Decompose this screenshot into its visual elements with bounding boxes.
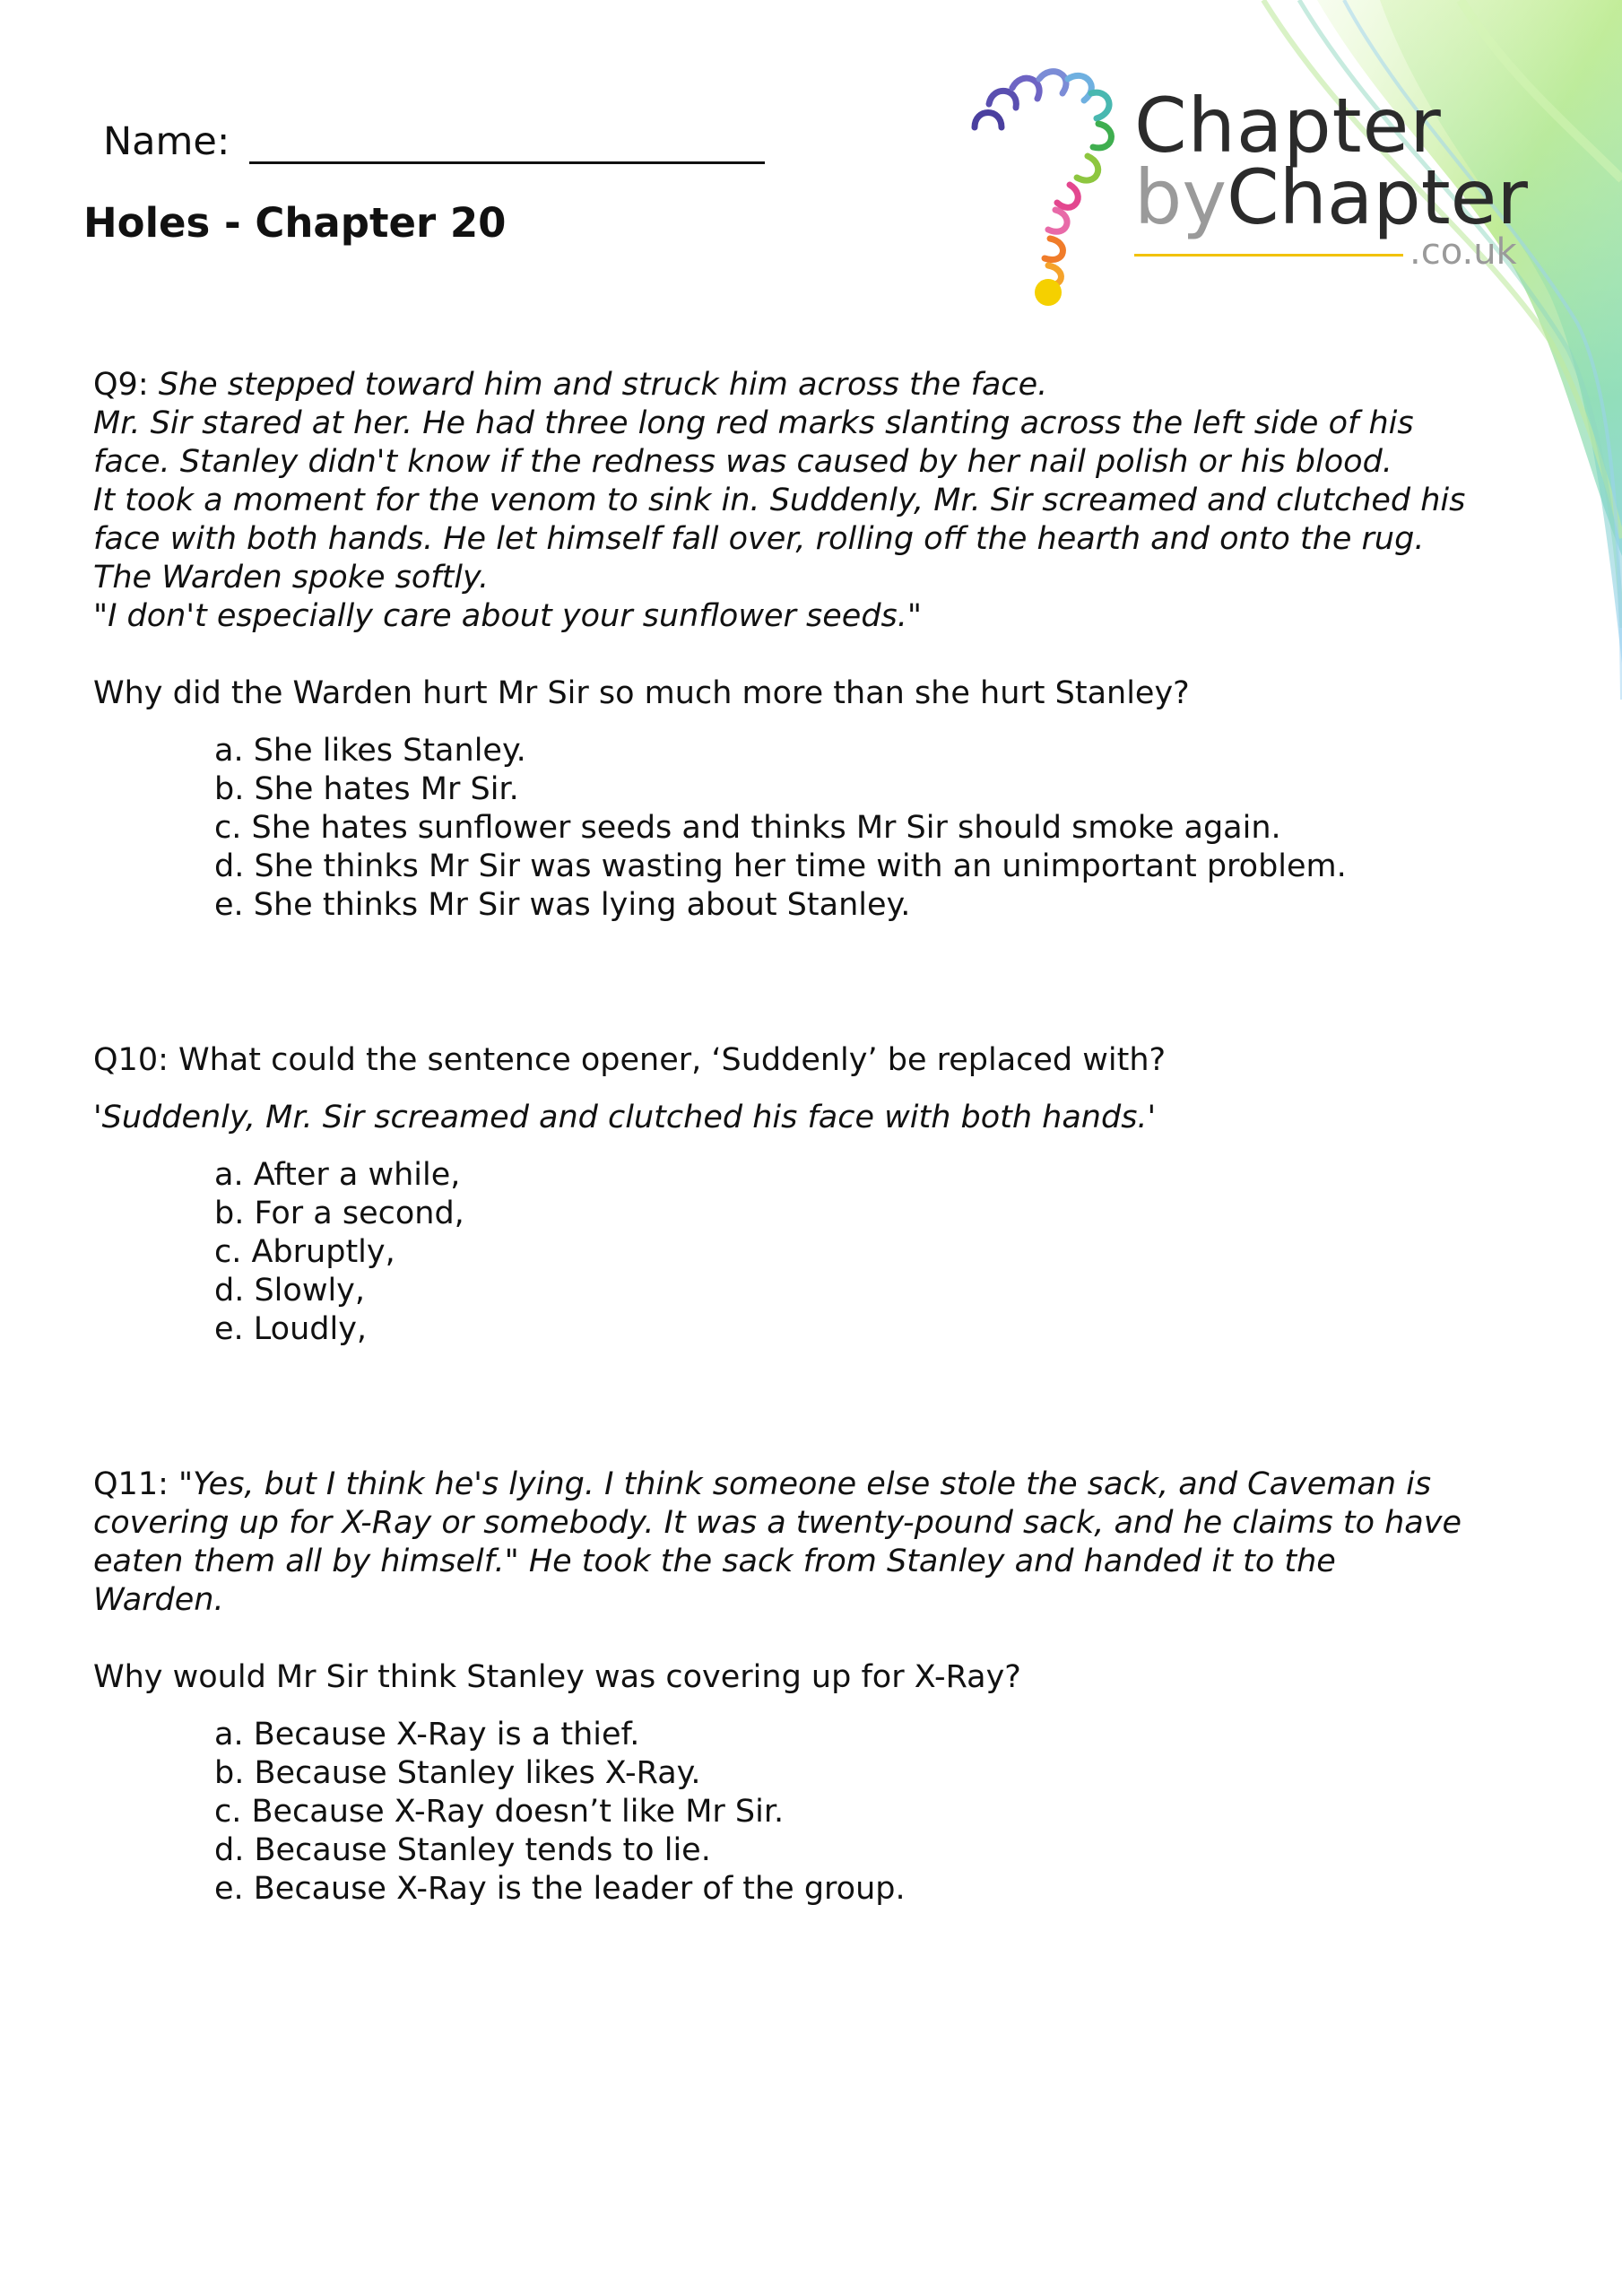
- q11-options: [93, 1716, 1546, 1909]
- question-9: [93, 366, 1546, 925]
- question-10: [93, 1041, 1546, 1349]
- name-label: Name:: [103, 119, 230, 164]
- q9-passage-line: She stepped toward him and struck him across the face.: [158, 367, 1048, 403]
- answer-option: d. Because Stanley tends to lie.: [214, 1832, 711, 1868]
- brand-chapter: Chapter: [1227, 153, 1528, 241]
- page-title: Holes - Chapter 20: [83, 199, 507, 247]
- answer-option: a. After a while,: [214, 1157, 461, 1193]
- brand-by: by: [1134, 153, 1227, 241]
- brand-line-2: [1134, 153, 1528, 241]
- answer-option: a. Because X-Ray is a thief.: [214, 1717, 640, 1752]
- answer-option: e. Because X-Ray is the leader of the group.: [214, 1871, 906, 1907]
- q10-options: [93, 1156, 1546, 1349]
- q11-passage-line: eaten them all by himself." He took the sack from Stanley and handed it to the: [93, 1544, 1336, 1579]
- brand-domain: .co.uk: [1409, 231, 1517, 273]
- q11-passage-line: covering up for X-Ray or somebody. It was a twenty-pound sack, and he claims to have: [93, 1505, 1462, 1541]
- brand-underline: [1134, 254, 1403, 257]
- name-blank-line: [249, 115, 765, 164]
- answer-option: e. She thinks Mr Sir was lying about Stanley.: [214, 887, 911, 923]
- answer-option: b. Because Stanley likes X-Ray.: [214, 1755, 701, 1791]
- q9-label: Q9:: [93, 367, 149, 403]
- q9-passage: [93, 366, 1546, 636]
- q10-question: Q10: What could the sentence opener, ‘Suddenly’ be replaced with?: [93, 1042, 1167, 1078]
- answer-option: c. She hates sunflower seeds and thinks Mr Sir should smoke again.: [214, 810, 1281, 846]
- answer-option: c. Because X-Ray doesn’t like Mr Sir.: [214, 1794, 785, 1830]
- brand-line-1: Chapter: [1134, 82, 1442, 170]
- q11-label: Q11:: [93, 1466, 169, 1502]
- q11-passage-line: Warden.: [93, 1582, 224, 1618]
- q10-quote: 'Suddenly, Mr. Sir screamed and clutched his face with both hands.': [93, 1100, 1157, 1135]
- answer-option: c. Abruptly,: [214, 1234, 395, 1270]
- question-11: [93, 1465, 1546, 1909]
- q9-passage-line: It took a moment for the venom to sink in. Suddenly, Mr. Sir screamed and clutched his: [93, 483, 1466, 518]
- answer-option: b. For a second,: [214, 1196, 464, 1231]
- answer-option: b. She hates Mr Sir.: [214, 771, 519, 807]
- name-field-row: [103, 115, 765, 164]
- q11-passage-line: "Yes, but I think he's lying. I think someone else stole the sack, and Caveman is: [178, 1466, 1432, 1502]
- q9-passage-line: "I don't especially care about your sunflower seeds.": [93, 598, 922, 634]
- q9-options: [93, 732, 1546, 925]
- q9-question: Why did the Warden hurt Mr Sir so much more than she hurt Stanley?: [93, 675, 1190, 711]
- answer-option: d. She thinks Mr Sir was wasting her time with an unimportant problem.: [214, 848, 1347, 884]
- worksheet-content: [93, 366, 1546, 1909]
- q9-passage-line: The Warden spoke softly.: [93, 560, 490, 596]
- q11-question: Why would Mr Sir think Stanley was covering up for X-Ray?: [93, 1659, 1021, 1695]
- answer-option: d. Slowly,: [214, 1273, 366, 1309]
- answer-option: a. She likes Stanley.: [214, 733, 526, 769]
- q9-passage-line: Mr. Sir stared at her. He had three long red marks slanting across the left side of his: [93, 405, 1414, 441]
- q9-passage-line: face. Stanley didn't know if the redness was caused by her nail polish or his blood.: [93, 444, 1392, 480]
- q11-passage: [93, 1465, 1546, 1620]
- q9-passage-line: face with both hands. He let himself fall over, rolling off the hearth and onto the rug.: [93, 521, 1425, 557]
- brand-wordmark: [1134, 82, 1528, 241]
- answer-option: e. Loudly,: [214, 1311, 368, 1347]
